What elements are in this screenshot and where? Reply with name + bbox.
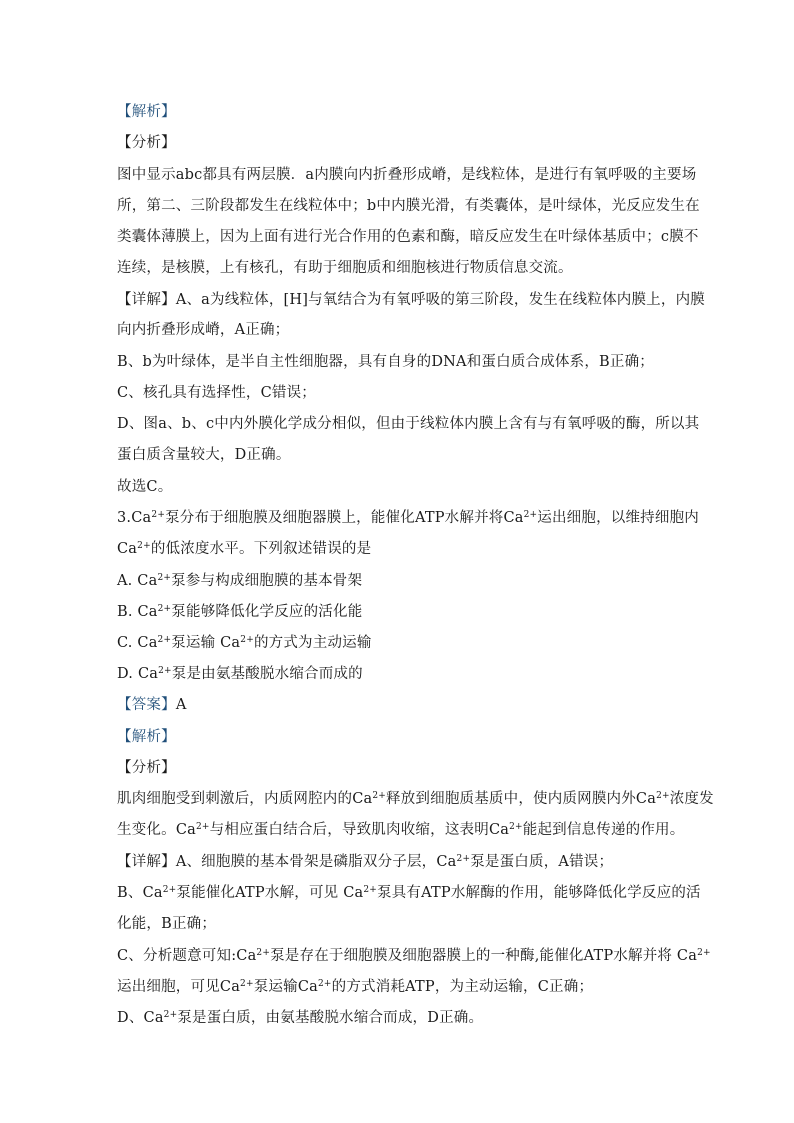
detail-text: 运出细胞，可见 [117, 979, 220, 995]
option-letter: B. [117, 604, 133, 620]
option-text: 泵参与构成细胞膜的基本骨架 [171, 573, 363, 589]
option-text: 泵运输 [171, 635, 216, 651]
ca-symbol: Ca [137, 604, 158, 620]
ca-symbol: Ca [635, 791, 657, 807]
ca-symbol: Ca [220, 635, 241, 651]
ca-symbol: Ca [137, 635, 158, 651]
analysis-text: 浓度发 [669, 791, 714, 807]
ca-symbol: Ca [219, 979, 241, 995]
ca-charge: 2+ [240, 635, 254, 645]
answer-line [117, 695, 677, 715]
analysis-text: 生变化。 [117, 822, 176, 838]
detail-a-text: A、a为线粒体，[H]与氧结合为有氧呼吸的第三阶段，发生在线粒体内膜上，内膜 [175, 292, 705, 308]
ca-symbol: Ca [143, 1010, 164, 1026]
ca-charge: 2+ [256, 948, 271, 958]
answer-label: 【答案】 [117, 697, 176, 713]
ca-charge: 2+ [363, 885, 378, 895]
ca-charge: 2+ [523, 510, 538, 520]
detail-a-line-2: 向内折叠形成嵴，A正确； [117, 322, 290, 338]
q3-detail-d [117, 1008, 677, 1028]
ca-symbol: Ca [676, 948, 698, 964]
q3-detail-b-line-2: 化能，B正确； [117, 916, 217, 932]
ca-symbol: Ca [297, 979, 318, 995]
detail-text: 泵是存在于细胞膜及细胞器膜上的一种酶,能催化ATP水解并将 [270, 948, 673, 964]
detail-text: B、 [117, 885, 143, 901]
ca-symbol: Ca [503, 510, 524, 526]
fenxi-heading-2: 【分析】 [117, 760, 176, 776]
option-letter: A. [117, 573, 133, 589]
analysis-line-4: 连续，是核膜，上有核孔，有助于细胞质和细胞核进行物质信息交流。 [117, 260, 573, 276]
ca-charge: 2+ [158, 666, 172, 676]
stem-text: 的低浓度水平。下列叙述错误的是 [150, 541, 372, 557]
question-3-stem-line-2 [117, 539, 677, 559]
ca-symbol: Ca [488, 822, 510, 838]
detail-b: B、b为叶绿体，是半自主性细胞器，具有自身的DNA和蛋白质合成体系，B正确； [117, 354, 654, 370]
option-b [117, 602, 677, 622]
ca-symbol: Ca [343, 885, 364, 901]
ca-charge: 2+ [372, 791, 387, 801]
analysis-text: 与相应蛋白结合后，导致肌肉收缩，这表明 [209, 822, 489, 838]
ca-charge: 2+ [317, 979, 332, 989]
jiexi-heading-2: 【解析】 [117, 729, 176, 745]
detail-text: C、分析题意可知: [117, 948, 237, 964]
detail-text: 泵能催化ATP水解，可见 [176, 885, 339, 901]
ca-charge: 2+ [151, 510, 166, 520]
detail-text: 泵具有ATP水解酶的作用，能够降低化学反应的活 [377, 885, 701, 901]
jiexi-heading: 【解析】 [117, 104, 176, 120]
q3-detail-b-line-1 [117, 883, 701, 903]
q3-detail-c-line-2 [117, 977, 677, 997]
option-text: 泵能够降低化学反应的活化能 [171, 604, 363, 620]
detail-d-line-2: 蛋白质含量较大，D正确。 [117, 447, 291, 463]
detail-text: A、细胞膜的基本骨架是磷脂双分子层， [175, 854, 437, 870]
stem-text: 运出细胞，以维持细胞内 [537, 510, 699, 526]
detail-c: C、核孔具有选择性，C错误； [117, 385, 316, 401]
ca-symbol: Ca [236, 948, 257, 964]
detail-text: 泵是蛋白质，由氨基酸脱水缩合而成，D正确。 [177, 1010, 484, 1026]
ca-symbol: Ca [436, 854, 457, 870]
fenxi-heading: 【分析】 [117, 135, 176, 151]
option-text: 泵是由氨基酸脱水缩合而成的 [171, 666, 363, 682]
detail-text: 泵是蛋白质，A错误； [470, 854, 614, 870]
q3-detail-c-line-1 [117, 946, 711, 966]
ca-symbol: Ca [352, 791, 373, 807]
ca-charge: 2+ [157, 635, 172, 645]
detail-a-line-1 [117, 290, 705, 310]
ca-charge: 2+ [656, 791, 670, 801]
ca-symbol: Ca [137, 666, 159, 682]
detail-text: 的方式消耗ATP，为主动运输，C正确； [331, 979, 594, 995]
ca-symbol: Ca [175, 822, 196, 838]
ca-charge: 2+ [162, 885, 177, 895]
detail-text: D、 [117, 1010, 144, 1026]
ca-symbol: Ca [142, 885, 163, 901]
option-letter: C. [117, 635, 133, 651]
q3-analysis-line-1 [117, 789, 714, 809]
option-a [117, 571, 677, 591]
analysis-text: 肌肉细胞受到刺激后，内质网腔内的 [117, 791, 353, 807]
ca-charge: 2+ [697, 948, 711, 958]
stem-text: 泵分布于细胞膜及细胞器膜上，能催化ATP水解并将 [165, 510, 504, 526]
conclusion: 故选C。 [117, 479, 173, 495]
option-c [117, 633, 677, 653]
ca-symbol: Ca [131, 510, 152, 526]
analysis-line-2: 所，第二、三阶段都发生在线粒体中；b中内膜光滑，有类囊体，是叶绿体，光反应发生在 [117, 198, 700, 214]
ca-symbol: Ca [117, 541, 138, 557]
ca-charge: 2+ [137, 541, 151, 551]
ca-charge: 2+ [157, 573, 172, 583]
detail-text: 泵运输 [253, 979, 298, 995]
answer-value: A [175, 697, 187, 713]
ca-charge: 2+ [195, 822, 210, 832]
ca-symbol: Ca [137, 573, 158, 589]
q3-detail-a [117, 852, 677, 872]
question-number: 3. [117, 510, 132, 526]
analysis-line-3: 类囊体薄膜上，因为上面有进行光合作用的色素和酶，暗反应发生在叶绿体基质中；c膜不 [117, 229, 699, 245]
ca-charge: 2+ [163, 1010, 178, 1020]
analysis-line-1: 图中显示abc都具有两层膜．a内膜向内折叠形成嵴，是线粒体，是进行有氧呼吸的主要场 [117, 167, 697, 183]
ca-charge: 2+ [240, 979, 254, 989]
analysis-text: 释放到细胞质基质中，使内质网膜内外 [386, 791, 636, 807]
ca-charge: 2+ [157, 604, 172, 614]
q3-analysis-line-2 [117, 820, 685, 840]
xiangjie-heading: 【详解】 [117, 292, 176, 308]
option-text: 的方式为主动运输 [253, 635, 372, 651]
option-letter: D. [117, 666, 134, 682]
analysis-text: 能起到信息传递的作用。 [522, 822, 685, 838]
detail-d-line-1: D、图a、b、c中内外膜化学成分相似，但由于线粒体内膜上含有与有氧呼吸的酶，所以其 [117, 416, 700, 432]
option-d [117, 664, 677, 684]
ca-charge: 2+ [509, 822, 523, 832]
question-3-stem-line-1 [117, 508, 699, 528]
ca-charge: 2+ [456, 854, 471, 864]
xiangjie-heading-2: 【详解】 [117, 854, 176, 870]
